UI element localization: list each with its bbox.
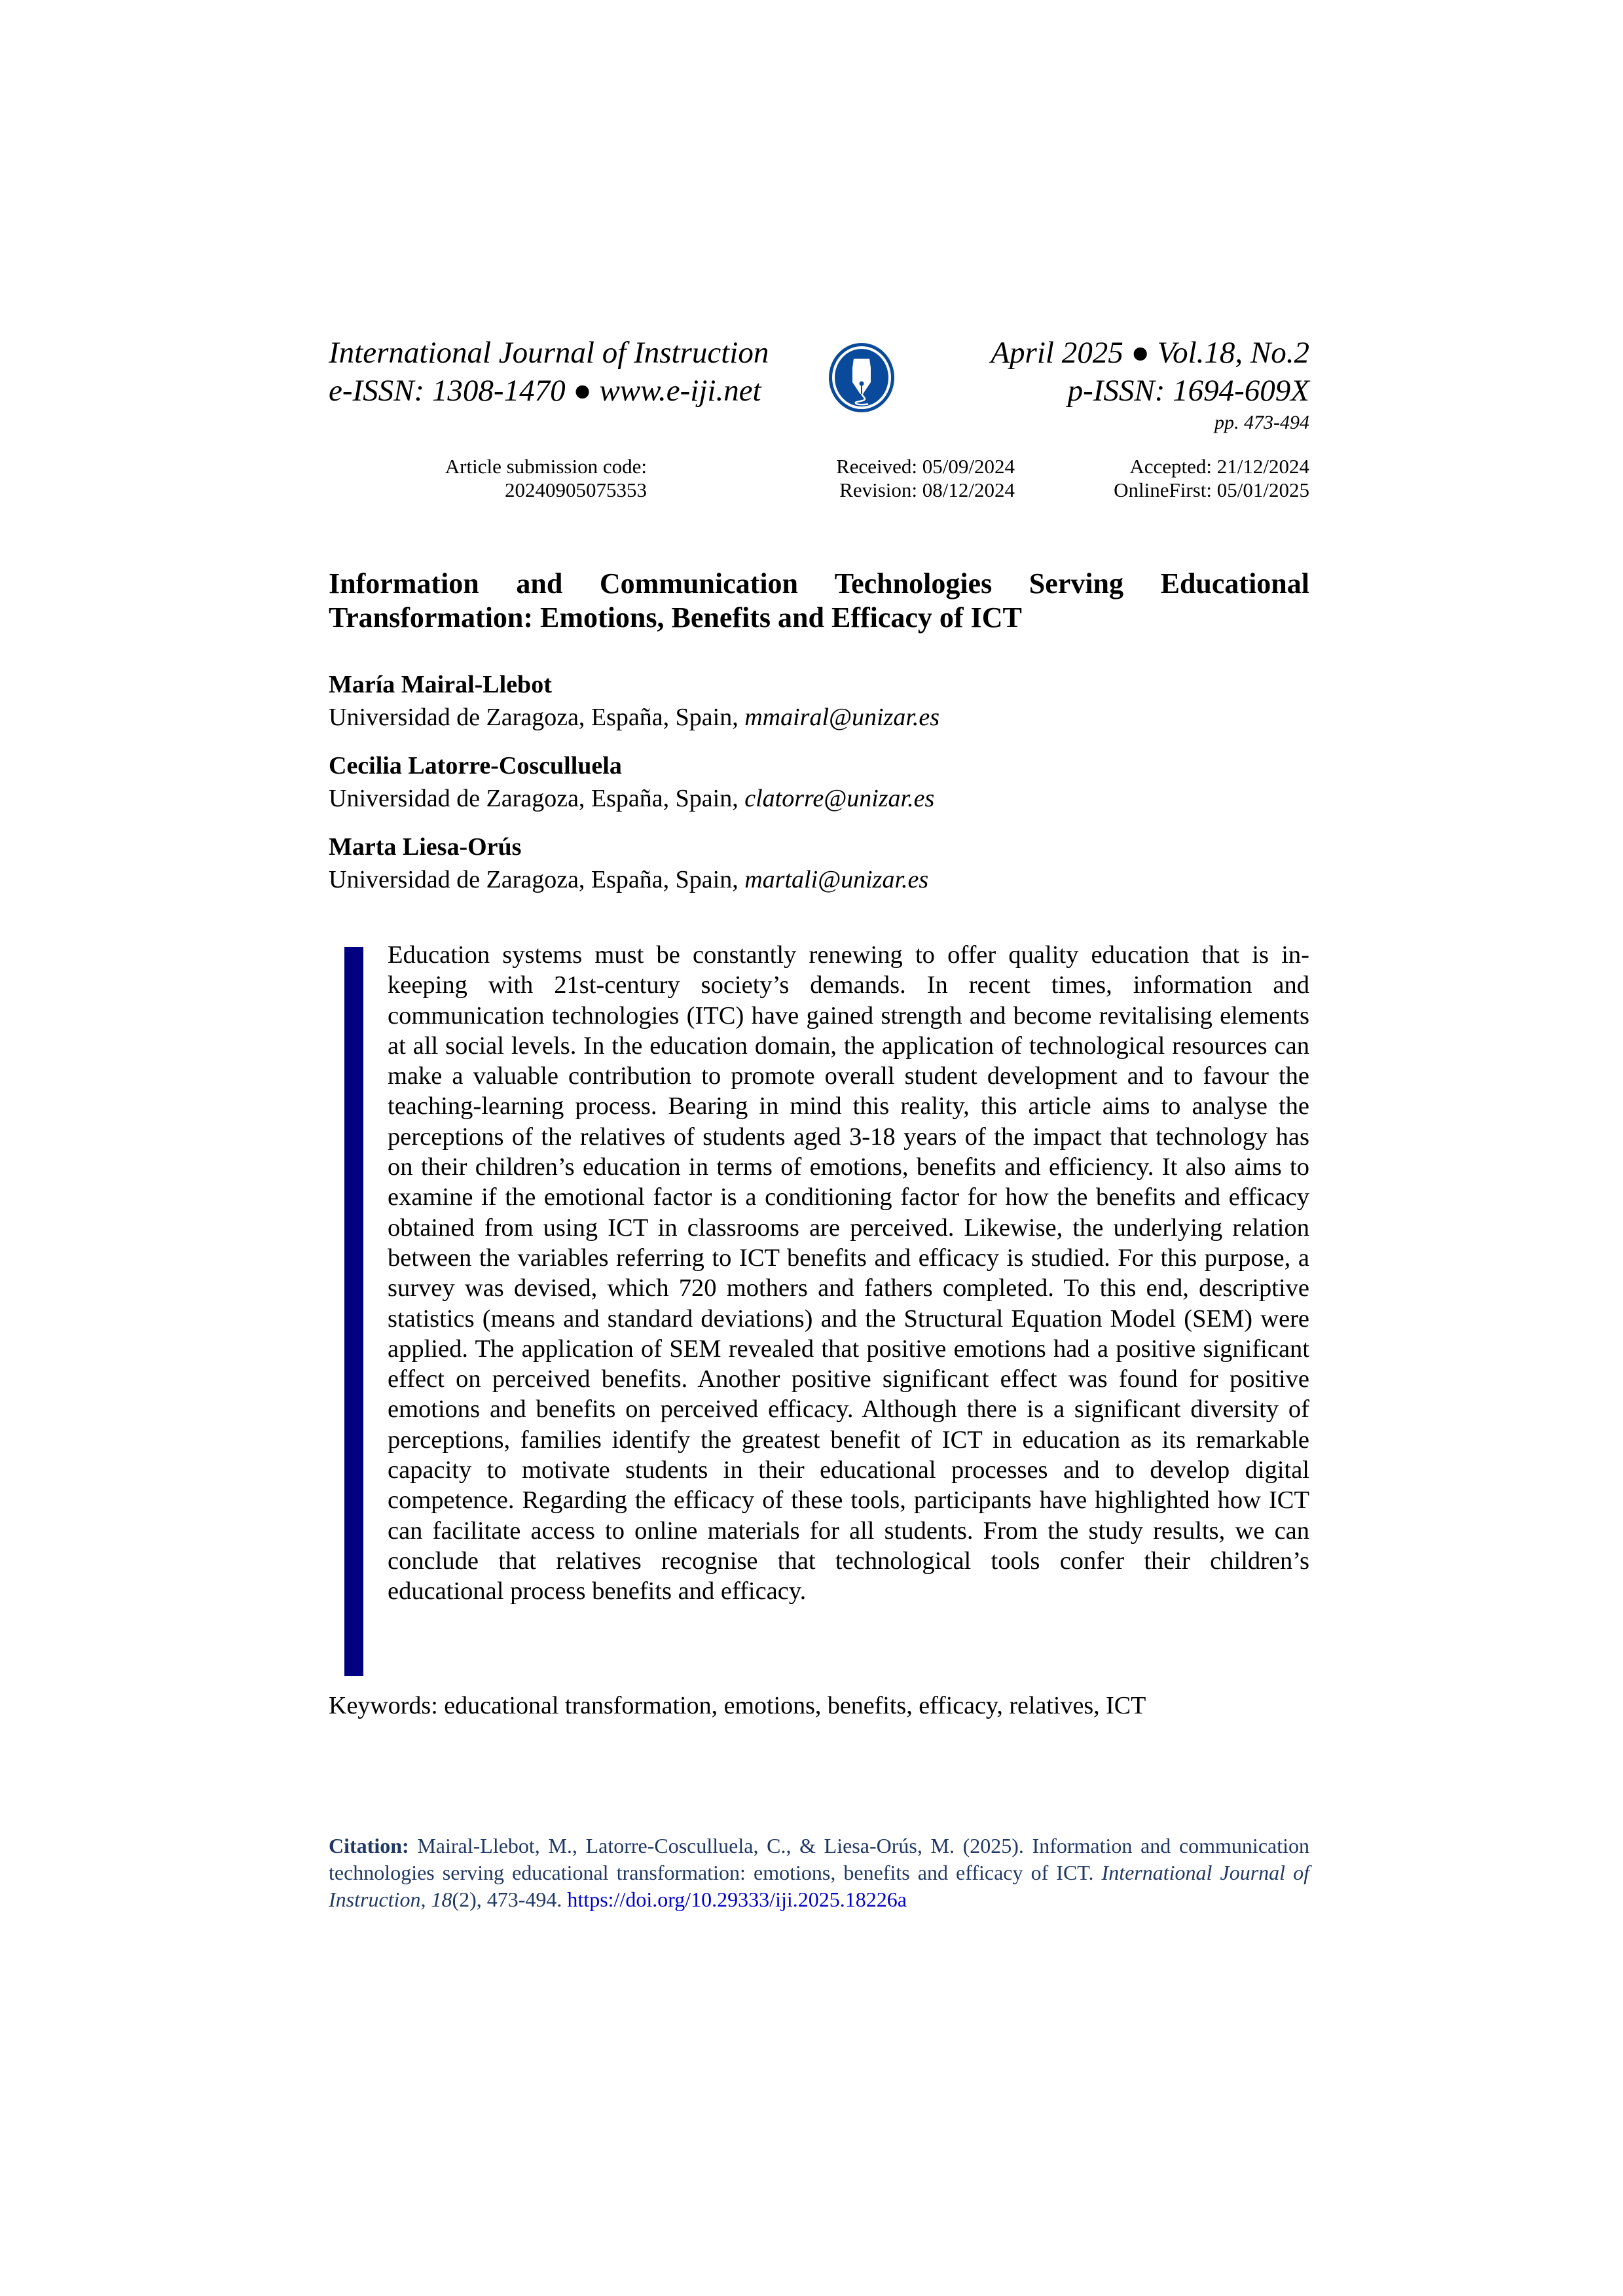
journal-header-left (329, 334, 769, 410)
received-date: Received: 05/09/2024 (836, 455, 1015, 478)
submission-info (445, 455, 647, 502)
author-email[interactable]: clatorre@unizar.es (744, 785, 935, 812)
author-block (329, 669, 1309, 734)
affiliation-text: Universidad de Zaragoza, España, Spain, (329, 704, 745, 731)
citation-issue-pages: (2), 473-494. (452, 1888, 568, 1911)
journal-title: International Journal of Instruction (329, 336, 769, 370)
article-title: Information and Communication Technologies Serving Educational Transformation: Emotions, Benefits and Efficacy of ICT (329, 567, 1309, 634)
author-affiliation (329, 700, 1309, 734)
citation-separator: , (420, 1888, 431, 1911)
author-name: Cecilia Latorre-Cosculluela (329, 752, 622, 780)
received-revision-dates (836, 455, 1015, 502)
submission-label: Article submission code: (445, 455, 647, 478)
author-block (329, 831, 1309, 897)
fountain-pen-nib-icon (828, 342, 896, 414)
citation-journal: International Journal of Instruction (329, 1861, 1310, 1911)
issue-line: April 2025 ● Vol.18, No.2 (991, 336, 1309, 370)
author-list (329, 669, 1309, 912)
doi-link[interactable]: https://doi.org/10.29333/iji.2025.18226a (567, 1888, 907, 1911)
revision-date: Revision: 08/12/2024 (839, 478, 1015, 501)
journal-header-right (991, 334, 1309, 436)
author-email[interactable]: mmairal@unizar.es (744, 704, 940, 731)
eissn-website-line: e-ISSN: 1308-1470 ● www.e-iji.net (329, 374, 761, 408)
journal-logo (828, 342, 896, 414)
accepted-date: Accepted: 21/12/2024 (1129, 455, 1309, 478)
keywords: Keywords: educational transformation, emotions, benefits, efficacy, relatives, ICT (329, 1692, 1146, 1719)
online-first-date: OnlineFirst: 05/01/2025 (1114, 478, 1309, 501)
affiliation-text: Universidad de Zaragoza, España, Spain, (329, 785, 745, 812)
author-affiliation (329, 863, 1309, 897)
citation (329, 1833, 1309, 1913)
citation-label: Citation: (329, 1834, 409, 1857)
affiliation-text: Universidad de Zaragoza, España, Spain, (329, 866, 745, 893)
submission-code: 20240905075353 (505, 478, 647, 501)
author-affiliation (329, 781, 1309, 816)
citation-volume: 18 (431, 1888, 452, 1911)
abstract-accent-bar (344, 947, 363, 1676)
accepted-online-dates (1114, 455, 1309, 502)
author-block (329, 750, 1309, 816)
pissn-line: p-ISSN: 1694-609X (1067, 374, 1309, 408)
author-name: María Mairal-Llebot (329, 671, 552, 698)
author-email[interactable]: martali@unizar.es (744, 866, 929, 893)
page-range: pp. 473-494 (1214, 412, 1309, 433)
abstract-text: Education systems must be constantly renewing to offer quality education that is in-keeping with 21st-century society’s demands. In recent times, information and communication technologies (ITC) have gained strength and become revitalising elements at all social levels. In the education domain, the application of technological resources can make a valuable contribution to promote overall student development and to favour the teaching-learning process. Bearing in mind this reality, this article aims to analyse the perceptions of the relatives of students aged 3-18 years of the impact that technology has on their children’s education in terms of emotions, benefits and efficiency. It also aims to examine if the emotional factor is a conditioning factor for how the benefits and efficacy obtained from using ICT in classrooms are perceived. Likewise, the underlying relation between the variables referring to ICT benefits and efficacy is studied. For this purpose, a survey was devised, which 720 mothers and fathers completed. To this end, descriptive statistics (means and standard deviations) and the Structural Equation Model (SEM) were applied. The application of SEM revealed that positive emotions had a positive significant effect on perceived benefits. Another positive significant effect was found for positive emotions and benefits on perceived efficacy. Although there is a significant diversity of perceptions, families identify the greatest benefit of ICT in education as its remarkable capacity to motivate students in their educational processes and to develop digital competence. Regarding the efficacy of these tools, participants have highlighted how ICT can facilitate access to online materials for all students. From the study results, we can conclude that relatives recognise that technological tools confer their children’s educational process benefits and efficacy. (388, 941, 1309, 1605)
author-name: Marta Liesa-Orús (329, 833, 522, 861)
citation-reference: Mairal-Llebot, M., Latorre-Cosculluela, C., & Liesa-Orús, M. (2025). Information and communication technologies serving educational transformation: emotions, benefits and efficacy of ICT. (329, 1834, 1309, 1884)
